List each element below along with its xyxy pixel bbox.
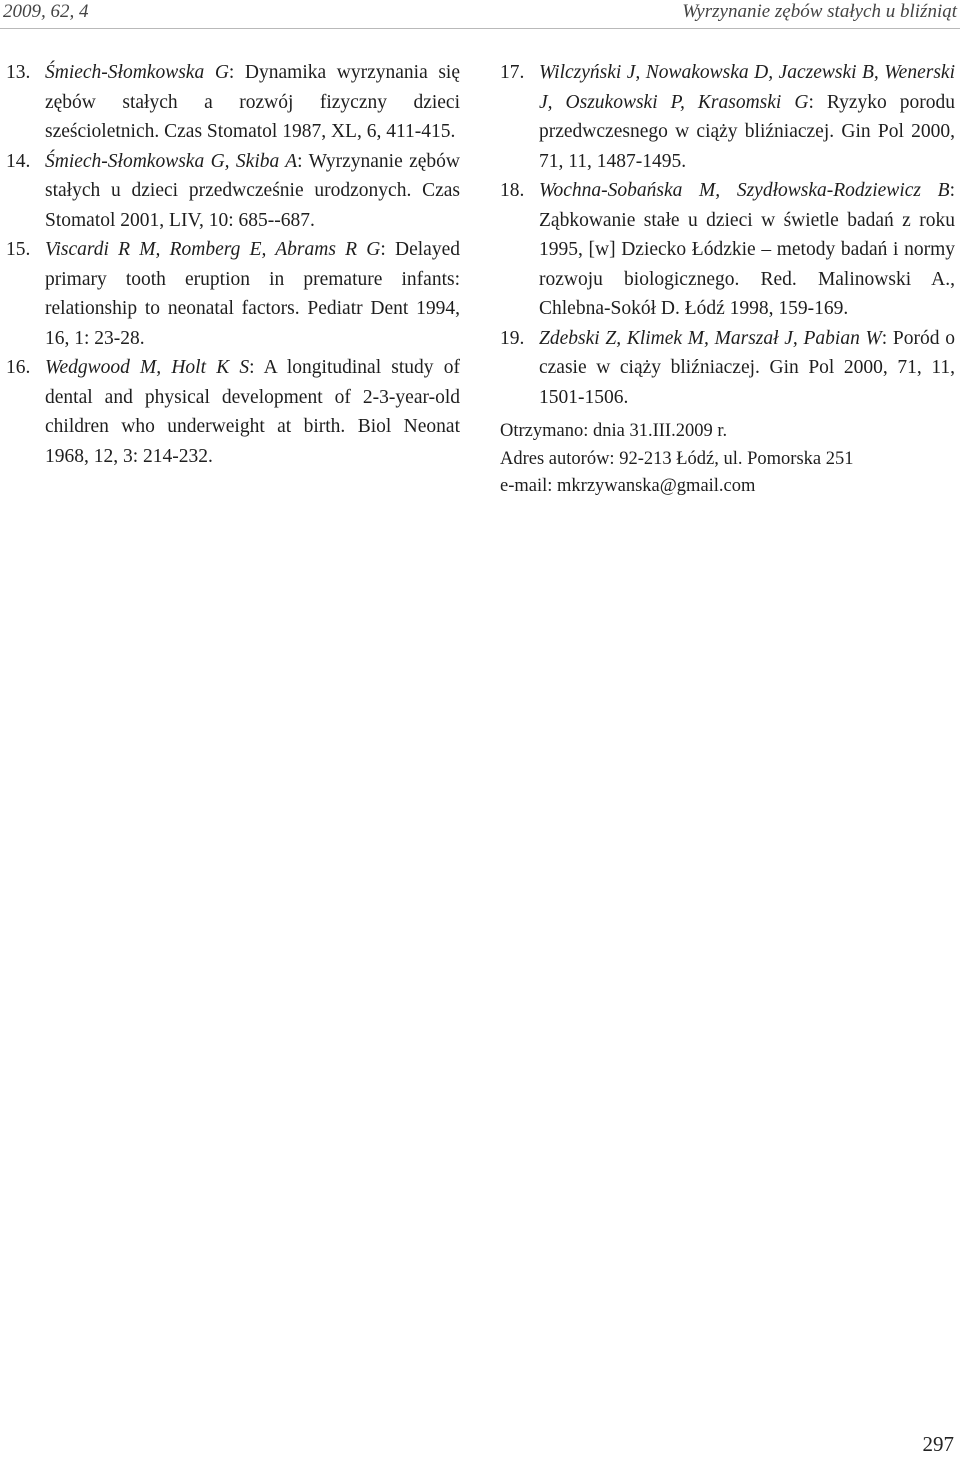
reference-17 [500, 58, 955, 176]
reference-authors: Viscardi R M, Romberg E, Abrams R G [45, 239, 381, 260]
reference-number: 13. [6, 62, 31, 83]
reference-text: : Delayed primary tooth eruption in premature infants: relationship to neonatal factors. Pediatr Dent 1994, 16, 1: 23-28. [45, 239, 460, 349]
running-title: Wyrzynanie zębów stałych u bliźniąt [682, 1, 957, 22]
reference-list-left [6, 58, 460, 471]
reference-list-right [500, 58, 955, 501]
reference-15 [6, 235, 460, 353]
reference-13 [6, 58, 460, 147]
article-footer [500, 418, 955, 501]
reference-text: : Wyrzynanie zębów stałych u dzieci przedwcześnie urodzonych. Czas Stomatol 2001, LIV, 10: 685--687. [45, 150, 460, 231]
reference-number: 18. [500, 180, 525, 201]
journal-issue: 2009, 62, 4 [3, 1, 89, 22]
reference-19 [500, 324, 955, 413]
reference-number: 14. [6, 150, 31, 172]
reference-14 [6, 147, 460, 236]
reference-16 [6, 353, 460, 471]
reference-text: : Dynamika wyrzynania się zębów stałych a rozwój fizyczny dzieci sześcioletnich. Czas Stomatol 1987, XL, 6, 411-415. [45, 62, 460, 142]
received-date: Otrzymano: dnia 31.III.2009 r. [500, 421, 728, 441]
author-address: Adres autorów: 92-213 Łódź, ul. Pomorska 251 [500, 448, 854, 469]
reference-authors: Wilczyński J, Nowakowska D, Jaczewski B, Wenerski J, Oszukowski P, Krasomski G [539, 62, 955, 113]
reference-authors: Śmiech-Słomkowska G [45, 62, 229, 83]
reference-18 [500, 176, 955, 324]
reference-number: 16. [6, 357, 31, 378]
reference-authors: Śmiech-Słomkowska G, Skiba A [45, 150, 298, 172]
reference-number: 15. [6, 239, 31, 260]
reference-authors: Wochna-Sobańska M, Szydłowska-Rodziewicz B [539, 180, 950, 201]
page-number: 297 [922, 1432, 954, 1456]
reference-text: : A longitudinal study of dental and physical development of 2-3-year-old children who underweight at birth. Biol Neonat 1968, 12, 3: 214-232. [45, 357, 460, 467]
reference-number: 17. [500, 62, 525, 83]
reference-text: : Ryzyko porodu przedwczesnego w ciąży bliźniaczej. Gin Pol 2000, 71, 11, 1487-1495. [539, 91, 955, 172]
running-header [0, 0, 960, 29]
reference-number: 19. [500, 327, 525, 349]
author-email: e-mail: mkrzywanska@gmail.com [500, 476, 756, 496]
reference-text: : Ząbkowanie stałe u dzieci w świetle badań z roku 1995, [w] Dziecko Łódzkie – metody badań i normy rozwoju biologicznego. Red. Malinowski A., Chlebna-Sokół D. Łódź 1998, 159-169. [539, 180, 955, 319]
reference-authors: Zdebski Z, Klimek M, Marszał J, Pabian W [539, 327, 882, 349]
reference-text: : Poród o czasie w ciąży bliźniaczej. Gin Pol 2000, 71, 11, 1501-1506. [539, 327, 955, 408]
reference-authors: Wedgwood M, Holt K S [45, 357, 250, 378]
